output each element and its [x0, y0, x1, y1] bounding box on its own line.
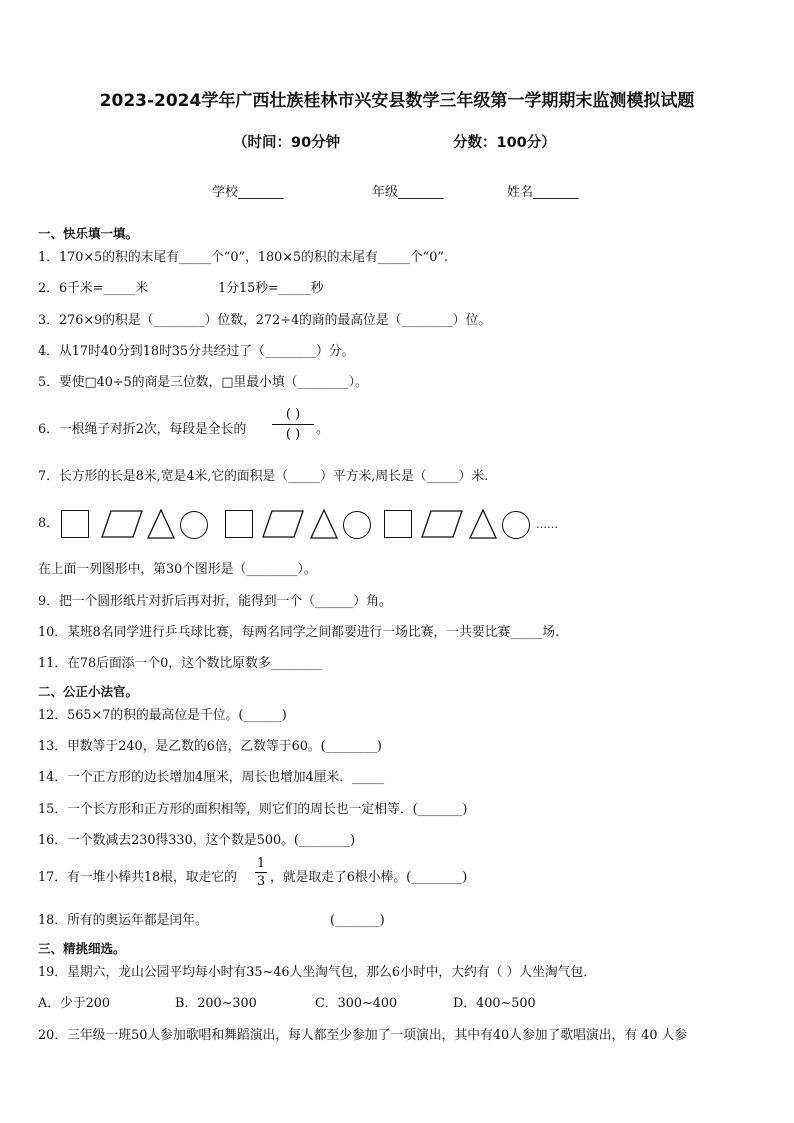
question-8-text: 在上面一列图形中，第30个图形是（________）。: [38, 562, 317, 577]
option-a: A．少于200: [38, 996, 111, 1011]
question-2b: 1分15秒=_____秒: [218, 281, 324, 296]
exam-score: 分数：100分）: [453, 135, 556, 151]
circle-shape: [343, 511, 371, 539]
fraction-numerator: 1: [256, 856, 266, 871]
question-6: 6．一根绳子对折2次，每段是全长的: [38, 422, 247, 437]
triangle-shape: [469, 509, 497, 539]
section-heading-1: 一、快乐填一填。: [38, 226, 139, 241]
question-3: 3．276×9的积是（________）位数，272÷4的商的最高位是（________）位。: [38, 313, 492, 328]
fraction-denominator: ( ): [285, 427, 301, 442]
circle-shape: [180, 511, 208, 539]
question-17: 17．有一堆小棒共18根，取走它的: [38, 870, 237, 885]
circle-shape: [502, 511, 530, 539]
triangle-shape: [147, 509, 175, 539]
question-20: 20．三年级一班50人参加歌唱和舞蹈演出，每人都至少参加了一项演出，其中有40人参加了歌唱演出，有 40 人参: [38, 1028, 688, 1043]
school-field: 学校_______: [212, 185, 284, 200]
option-b: B．200~300: [175, 996, 257, 1011]
parallelogram-shape: [101, 510, 143, 538]
question-1: 1．170×5的积的末尾有_____个“0”，180×5的积的末尾有_____个“0”.: [38, 250, 448, 265]
question-17-end: ，就是取走了6根小棒。(________): [270, 870, 468, 885]
question-7: 7．长方形的长是8米,宽是4米,它的面积是（_____）平方米,周长是（_____）米.: [38, 469, 489, 484]
question-13: 13．甲数等于240，是乙数的6倍，乙数等于60。(________): [38, 739, 382, 754]
question-14: 14．一个正方形的边长增加4厘米，周长也增加4厘米．_____: [38, 770, 385, 785]
square-shape: [61, 510, 89, 538]
question-4: 4．从17时40分到18时35分共经过了（________）分。: [38, 344, 355, 359]
question-2a: 2．6千米=_____米: [38, 281, 149, 296]
question-18-blank: (_______): [330, 913, 385, 928]
question-19: 19．星期六，龙山公园平均每小时有35~46人坐淘气包，那么6小时中，大约有（ ）人坐淘气包．: [38, 965, 597, 980]
option-c: C．300~400: [315, 996, 398, 1011]
sequence-ellipsis: ……: [536, 518, 558, 531]
square-shape: [384, 510, 412, 538]
question-9: 9．把一个圆形纸片对折后再对折，能得到一个（______）角。: [38, 594, 392, 609]
name-field: 姓名_______: [507, 185, 579, 200]
fraction-denominator: 3: [256, 874, 266, 889]
fraction-one-third: [254, 856, 268, 889]
question-12: 12．565×7的积的最高位是千位。(______): [38, 708, 287, 723]
question-15: 15．一个长方形和正方形的面积相等，则它们的周长也一定相等．(_______): [38, 802, 468, 817]
fraction-bar: [255, 872, 267, 873]
question-8-label: 8．: [38, 516, 59, 531]
parallelogram-shape: [262, 510, 304, 538]
question-16: 16．一个数减去230得330，这个数是500。(________): [38, 833, 356, 848]
grade-field: 年级_______: [372, 185, 444, 200]
question-10: 10．某班8名同学进行乒乓球比赛，每两名同学之间都要进行一场比赛，一共要比赛_____场.: [38, 625, 560, 640]
fraction-blank: [270, 406, 316, 443]
option-d: D．400~500: [453, 996, 536, 1011]
question-6-end: 。: [316, 422, 329, 437]
question-18: 18．所有的奥运年都是闰年。: [38, 913, 208, 928]
section-heading-2: 二、公正小法官。: [38, 684, 139, 699]
question-11: 11．在78后面添一个0，这个数比原数多________: [38, 656, 322, 671]
exam-title: 2023-2024学年广西壮族桂林市兴安县数学三年级第一学期期末监测模拟试题: [99, 91, 695, 111]
triangle-shape: [310, 509, 338, 539]
section-heading-3: 三、精挑细选。: [38, 941, 126, 956]
exam-time: （时间：90分钟: [233, 135, 341, 151]
question-5: 5．要使□40÷5的商是三位数，□里最小填（________）。: [38, 375, 368, 390]
square-shape: [225, 510, 253, 538]
parallelogram-shape: [421, 510, 463, 538]
fraction-numerator: ( ): [285, 407, 301, 422]
fraction-bar: [272, 424, 314, 425]
